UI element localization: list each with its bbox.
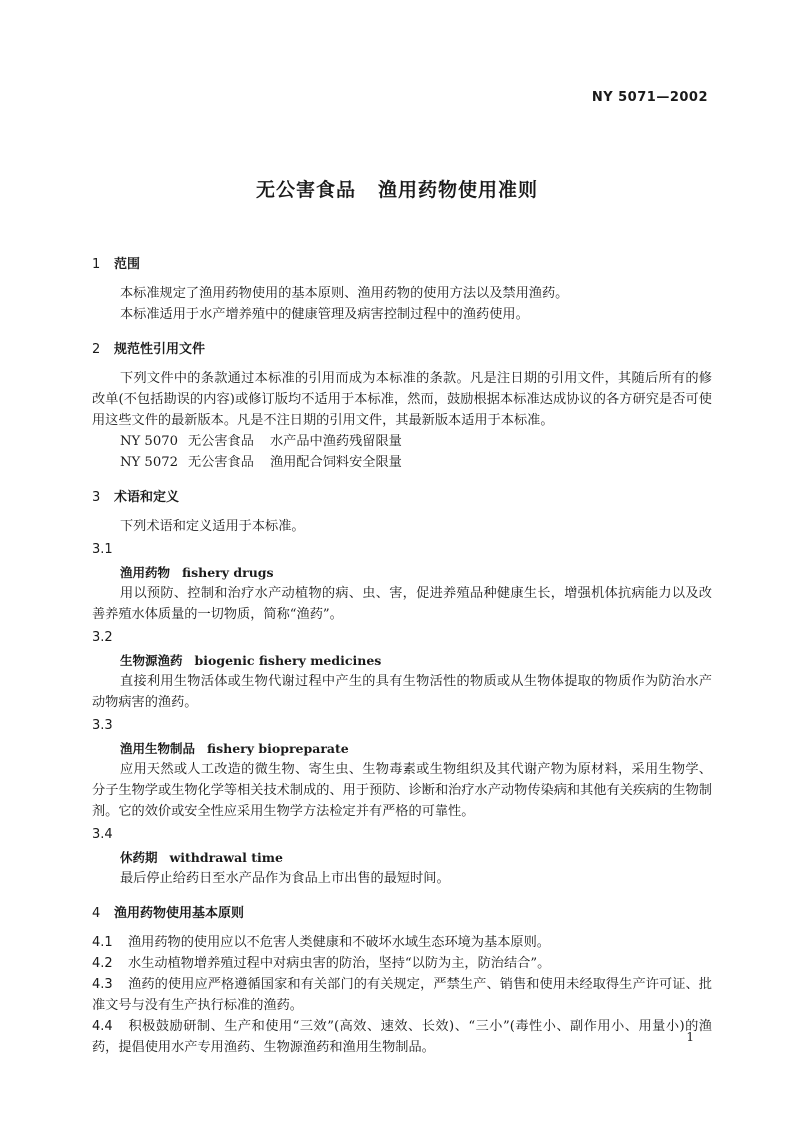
principle-item: 4.1 渔用药物的使用应以不危害人类健康和不破坏水域生态环境为基本原则。: [92, 935, 550, 950]
term-definition: 直接利用生物活体或生物代谢过程中产生的具有生物活性的物质或从生物体提取的物质作为防治水产动物病害的渔药。: [92, 674, 712, 710]
term-title: 生物源渔药 biogenic fishery medicines: [120, 653, 382, 668]
principle-item: 4.4 积极鼓励研制、生产和使用“三效”(高效、速效、长效)、“三小”(毒性小、副作用小、用量小)的渔药，提倡使用水产专用渔药、生物源渔药和渔用生物制品。: [92, 1019, 712, 1055]
term-title: 渔用生物制品 fishery biopreparate: [120, 741, 349, 756]
section-heading-normative-references: 2 规范性引用文件: [92, 342, 206, 357]
page-number: 1: [686, 1030, 694, 1044]
principle-item: 4.3 渔药的使用应严格遵循国家和有关部门的有关规定，严禁生产、销售和使用未经取得生产许可证、批准文号与没有生产执行标准的渔药。: [92, 977, 712, 1013]
principle-item: 4.2 水生动植物增养殖过程中对病虫害的防治，坚持“以防为主，防治结合”。: [92, 956, 551, 971]
document-body: [92, 240, 712, 1058]
paragraph: 本标准规定了渔用药物使用的基本原则、渔用药物的使用方法以及禁用渔药。: [120, 286, 569, 301]
section-heading-principles: 4 渔用药物使用基本原则: [92, 906, 245, 921]
term-title: 渔用药物 fishery drugs: [120, 565, 274, 580]
clause-number: 3.3: [92, 718, 113, 733]
title-part-1: 无公害食品: [255, 179, 356, 201]
document-title: [0, 175, 794, 202]
term-definition: 最后停止给药日至水产品作为食品上市出售的最短时间。: [120, 871, 450, 886]
paragraph: 下列文件中的条款通过本标准的引用而成为本标准的条款。凡是注日期的引用文件，其随后所有的修改单(不包括勘误的内容)或修订版均不适用于本标准，然而，鼓励根据本标准达成协议的各方研究是否可使用这些文件的最新版本。凡是不注日期的引用文件，其最新版本适用于本标准。: [92, 371, 712, 428]
term-title: 休药期 withdrawal time: [120, 850, 283, 865]
clause-number: 3.4: [92, 827, 113, 842]
reference-item: NY 5070 无公害食品 水产品中渔药残留限量: [120, 434, 402, 449]
clause-number: 3.1: [92, 542, 113, 557]
section-heading-terms: 3 术语和定义: [92, 490, 180, 505]
paragraph: 本标准适用于水产增养殖中的健康管理及病害控制过程中的渔药使用。: [120, 307, 529, 322]
title-part-2: 渔用药物使用准则: [378, 179, 539, 201]
paragraph: 下列术语和定义适用于本标准。: [120, 519, 305, 534]
section-heading-scope: 1 范围: [92, 257, 141, 272]
clause-number: 3.2: [92, 630, 113, 645]
term-definition: 应用天然或人工改造的微生物、寄生虫、生物毒素或生物组织及其代谢产物为原材料，采用生物学、分子生物学或生物化学等相关技术制成的、用于预防、诊断和治疗水产动物传染病和其他有关疾病的生物制剂。它的效价或安全性应采用生物学方法检定并有严格的可靠性。: [92, 762, 712, 819]
term-definition: 用以预防、控制和治疗水产动植物的病、虫、害，促进养殖品种健康生长，增强机体抗病能力以及改善养殖水体质量的一切物质，简称“渔药”。: [92, 586, 712, 622]
reference-item: NY 5072 无公害食品 渔用配合饲料安全限量: [120, 455, 402, 470]
standard-code: NY 5071—2002: [591, 90, 708, 105]
